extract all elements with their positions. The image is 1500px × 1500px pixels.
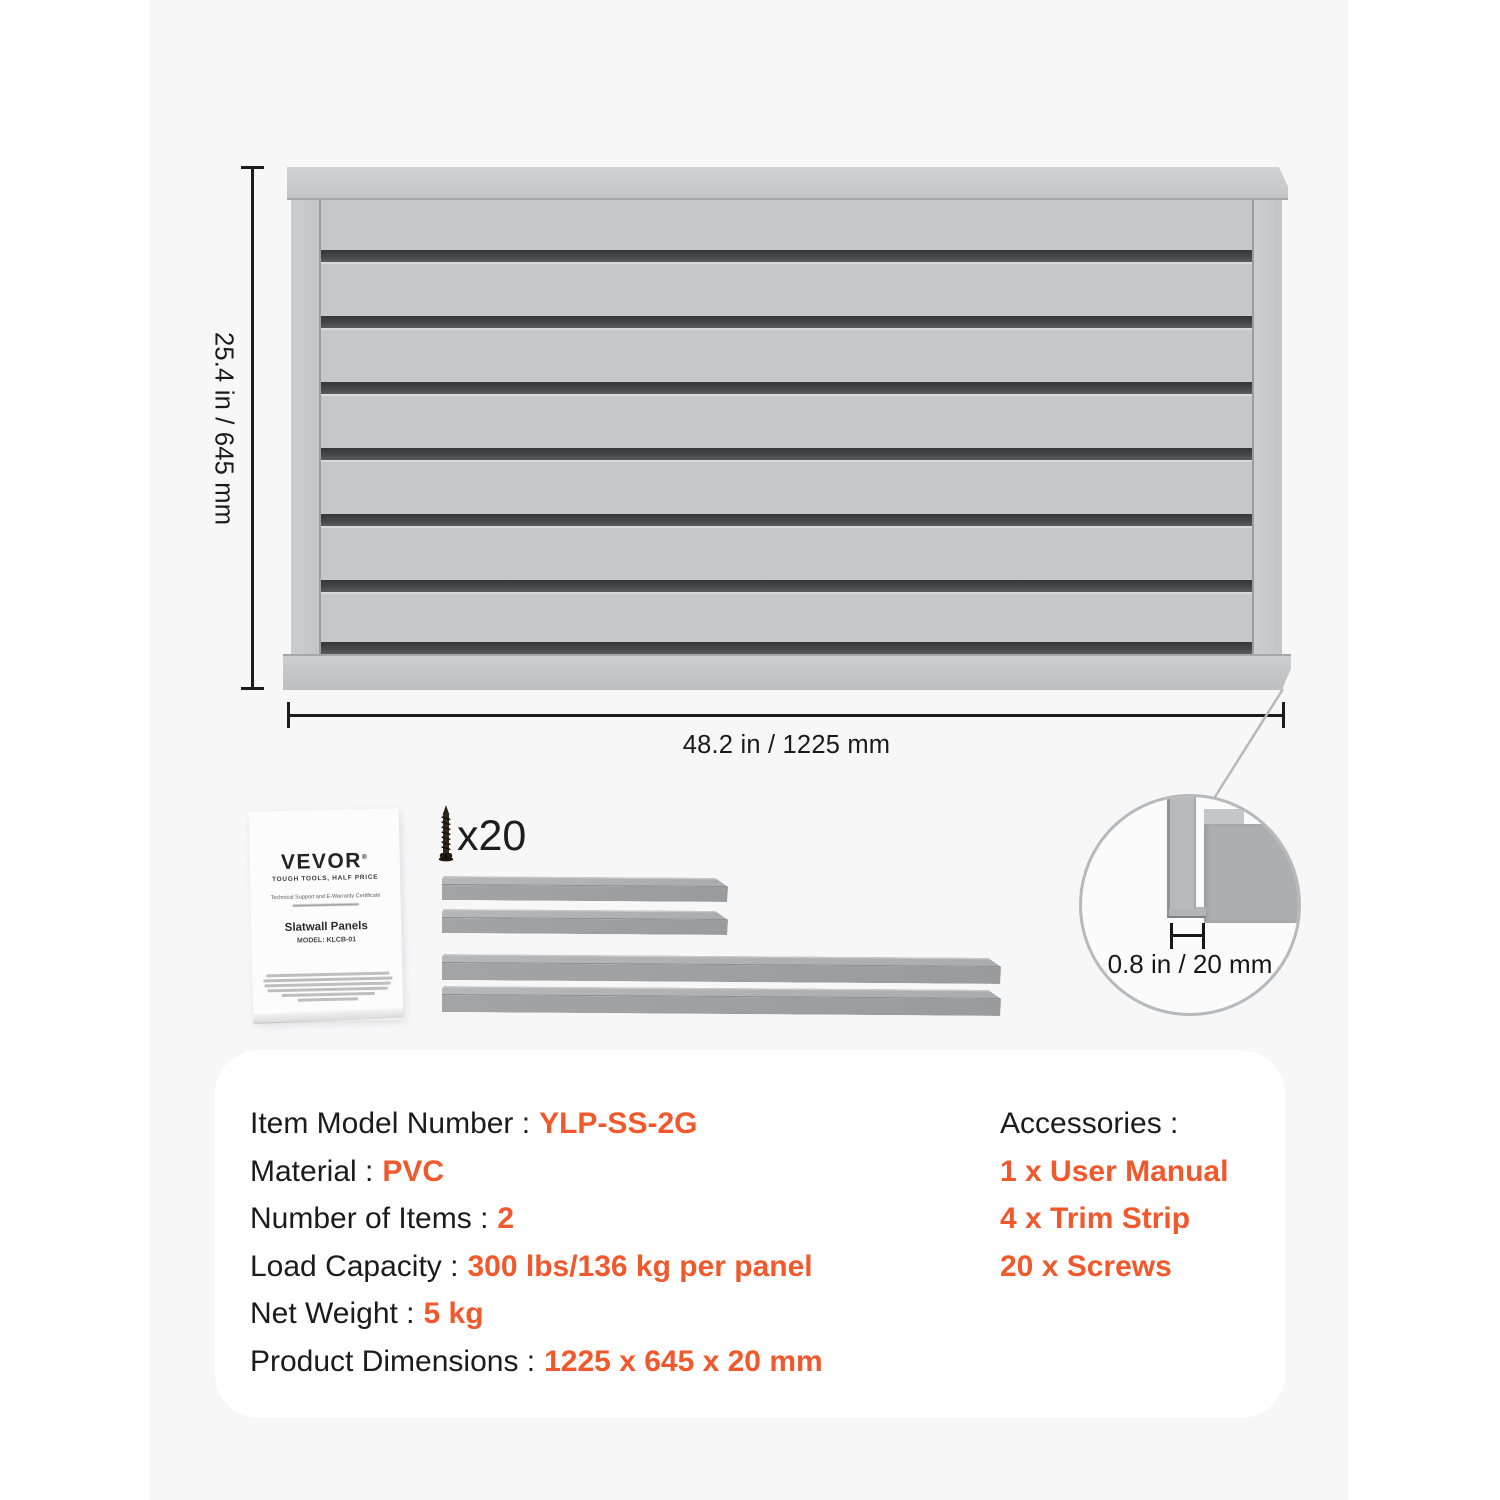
spec-card — [215, 1050, 1285, 1418]
width-dim-line — [288, 714, 1285, 717]
spec-label: Product Dimensions : — [250, 1344, 536, 1378]
spec-label: Load Capacity : — [250, 1249, 459, 1283]
screw-icon — [438, 805, 454, 863]
spec-value: 1225 x 645 x 20 mm — [544, 1344, 823, 1378]
manual-support-line: Technical Support and E-Warranty Certificate — [270, 892, 381, 902]
spec-row-number-of-items — [250, 1195, 823, 1243]
cross-section-panel-edge — [1204, 824, 1301, 923]
manual-fine-print — [252, 971, 403, 1002]
height-dim-tick-bottom — [241, 687, 264, 690]
panel-left-rail — [291, 200, 321, 656]
cross-section-cap — [1204, 809, 1244, 824]
spec-value: PVC — [382, 1154, 445, 1188]
spec-label: Material : — [250, 1154, 374, 1188]
trim-strip-long — [442, 954, 1001, 984]
slat-groove — [321, 250, 1252, 262]
height-dim-label: 25.4 in / 645 mm — [209, 331, 238, 526]
manual-model-line: MODEL: KLCB-01 — [296, 936, 357, 945]
width-dim-label: 48.2 in / 1225 mm — [682, 731, 891, 759]
spec-value: 300 lbs/136 kg per panel — [467, 1249, 813, 1283]
manual-brand-logo: VEVOR® — [280, 849, 369, 875]
thickness-detail-circle — [1079, 794, 1301, 1016]
slatwall-panel-diagram — [288, 167, 1285, 690]
spec-value: 2 — [497, 1202, 515, 1235]
spec-row-material — [250, 1148, 823, 1196]
screw-count-label: x20 — [457, 812, 527, 860]
manual-tagline: TOUGH TOOLS, HALF PRICE — [272, 873, 379, 884]
spec-value: YLP-SS-2G — [539, 1107, 698, 1140]
panel-slats — [321, 200, 1252, 656]
spec-row-net-weight — [250, 1290, 823, 1338]
accessory-trim-strip: 4 x Trim Strip — [1000, 1202, 1191, 1235]
accessories-title: Accessories : — [1000, 1107, 1179, 1140]
accessories-list — [1000, 1100, 1228, 1290]
slat-groove — [321, 580, 1252, 592]
height-dim-line — [251, 167, 254, 690]
spec-row-product-dimensions — [250, 1338, 823, 1386]
thickness-dim-line — [1170, 934, 1205, 937]
trim-strip-long — [442, 986, 1001, 1016]
accessory-user-manual: 1 x User Manual — [1000, 1154, 1229, 1188]
slat-groove — [321, 642, 1252, 654]
cross-section-trim-strip — [1167, 794, 1196, 909]
trim-strip-short — [442, 909, 728, 935]
slat-groove — [321, 514, 1252, 526]
spec-list — [250, 1100, 823, 1385]
manual-product-title: Slatwall Panels — [284, 920, 368, 934]
accessory-screws: 20 x Screws — [1000, 1249, 1172, 1283]
thickness-dim-label: 0.8 in / 20 mm — [1107, 949, 1273, 979]
registered-mark: ® — [361, 854, 369, 862]
width-dim-tick-right — [1282, 702, 1285, 728]
spec-label: Net Weight : — [250, 1297, 415, 1330]
spec-row-item-model-number — [250, 1100, 823, 1148]
spec-label: Number of Items : — [250, 1202, 489, 1235]
panel-right-rail — [1252, 200, 1282, 656]
panel-bottom-cap — [283, 654, 1291, 690]
panel-top-cap — [287, 167, 1288, 200]
slat-groove — [321, 448, 1252, 460]
manual-url-line — [293, 903, 359, 906]
spec-value: 5 kg — [423, 1297, 484, 1330]
spec-row-load-capacity — [250, 1243, 823, 1291]
slat-groove — [321, 382, 1252, 394]
panel-body — [291, 200, 1282, 656]
slat-groove — [321, 316, 1252, 328]
user-manual — [249, 808, 404, 1022]
trim-strip-short — [442, 876, 728, 902]
spec-label: Item Model Number : — [250, 1107, 531, 1140]
